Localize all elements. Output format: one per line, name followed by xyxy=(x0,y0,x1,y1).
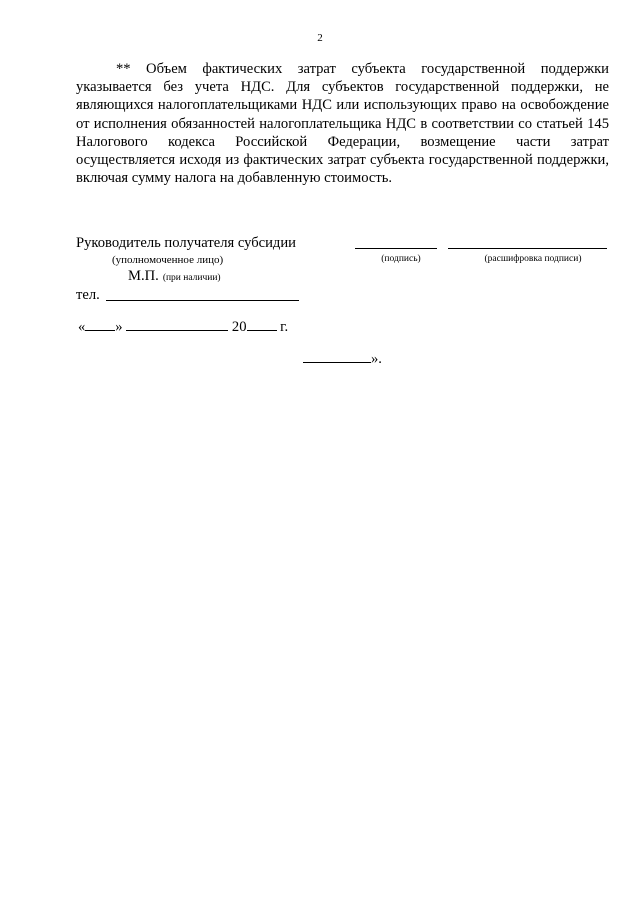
day-blank xyxy=(85,317,115,331)
stamp-label xyxy=(128,268,221,285)
footnote-text: ** Объем фактических затрат субъекта государственной поддержки указывается без учета НДС. Для субъектов государственной поддержки, не являющихся налогоплательщиками НДС или использующих право на освобождение от исполнения обязанностей налогоплательщика НДС в соответствии со статьей 145 Налогового кодекса Российской Федерации, возмещение части затрат осуществляется исходя из фактических затрат субъекта государственной поддержки, включая сумму налога на добавленную стоимость. xyxy=(76,61,609,187)
phone-label: тел. xyxy=(76,287,100,303)
closing-line xyxy=(303,349,382,368)
signatory-subtitle: (уполномоченное лицо) xyxy=(112,254,224,266)
closing-blank xyxy=(303,349,371,363)
date-line xyxy=(78,317,288,336)
month-blank xyxy=(126,317,228,331)
page-number: 2 xyxy=(317,32,323,44)
signature-line xyxy=(355,248,437,249)
signatory-title: Руководитель получателя субсидии xyxy=(76,235,296,251)
year-suffix: г. xyxy=(280,319,289,335)
stamp-text: М.П. xyxy=(128,268,159,284)
date-open-quote: « xyxy=(78,319,86,335)
signature-decode-line xyxy=(448,248,607,249)
stamp-note: (при наличии) xyxy=(162,273,221,283)
phone-blank-line xyxy=(106,300,299,301)
year-blank xyxy=(247,317,277,331)
year-prefix: 20 xyxy=(231,319,247,335)
signature-caption: (подпись) xyxy=(381,254,421,264)
date-close-quote: » xyxy=(115,319,123,335)
signature-decode-caption: (расшифровка подписи) xyxy=(484,254,582,264)
closing-suffix: ». xyxy=(371,351,382,367)
